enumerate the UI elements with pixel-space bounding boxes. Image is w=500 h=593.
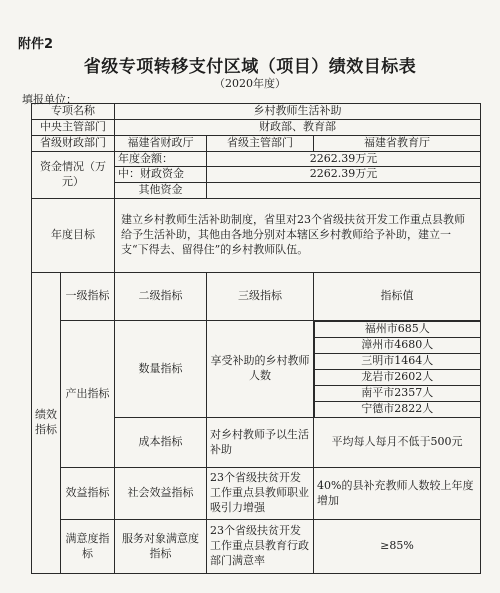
annual-goal-text: 建立乡村教师生活补助制度，省里对23个省级扶贫开发工作重点县教师给予生活补助，其他由各地分别对本辖区乡村教师给予补助，建立一支“下得去、留得住”的乡村教师队伍。	[115, 199, 481, 273]
table-row	[32, 151, 481, 167]
prov-dept-label: 省级主管部门	[207, 135, 314, 151]
other-funds-value	[207, 183, 481, 199]
quantity-indicator-label: 数量指标	[115, 321, 207, 418]
central-dept-value: 财政部、教育部	[115, 119, 481, 135]
fiscal-funds-label: 中：财政资金	[115, 167, 207, 183]
project-name-value: 乡村教师生活补助	[115, 104, 481, 120]
social-benefit-value: 40%的县补充教师人数较上年度增加	[314, 468, 481, 520]
list-item: 漳州市4680人	[315, 338, 481, 354]
cost-indicator-value: 平均每人每月不低于500元	[314, 418, 481, 468]
output-indicator-label: 产出指标	[61, 321, 115, 468]
quantity-values-cell	[314, 321, 481, 418]
annual-goal-label: 年度目标	[32, 199, 115, 273]
table-row	[32, 104, 481, 120]
table-row	[32, 199, 481, 273]
attachment-label: 附件2	[18, 37, 54, 52]
performance-indicators-label: 绩效指标	[32, 273, 61, 574]
quantity-values-list	[314, 321, 481, 417]
fiscal-funds-value: 2262.39万元	[207, 167, 481, 183]
level2-header: 二级指标	[115, 273, 207, 321]
service-satisfaction-label: 服务对象满意度指标	[115, 520, 207, 574]
list-item: 福州市685人	[315, 322, 481, 338]
prov-finance-value: 福建省财政厅	[115, 135, 207, 151]
list-item: 宁德市2822人	[315, 402, 481, 418]
table-row	[32, 520, 481, 574]
table-row	[32, 468, 481, 520]
document-title: 省级专项转移支付区域（项目）绩效目标表	[83, 57, 417, 77]
year-label: （2020年度）	[214, 77, 286, 90]
prov-finance-label: 省级财政部门	[32, 135, 115, 151]
funds-label: 资金情况（万元）	[32, 151, 115, 199]
level3-header: 三级指标	[207, 273, 314, 321]
satisfaction-indicator-label: 满意度指标	[61, 520, 115, 574]
quantity-indicator-desc: 享受补助的乡村教师人数	[207, 321, 314, 418]
cost-indicator-desc: 对乡村教师予以生活补助	[207, 418, 314, 468]
other-funds-label: 其他资金	[115, 183, 207, 199]
social-benefit-desc: 23个省级扶贫开发工作重点县教师职业吸引力增强	[207, 468, 314, 520]
benefit-indicator-label: 效益指标	[61, 468, 115, 520]
project-name-label: 专项名称	[32, 104, 115, 120]
list-item: 南平市2357人	[315, 386, 481, 402]
cost-indicator-label: 成本指标	[115, 418, 207, 468]
table-row	[32, 135, 481, 151]
list-item: 三明市1464人	[315, 354, 481, 370]
table-row	[32, 321, 481, 418]
service-satisfaction-desc: 23个省级扶贫开发工作重点县教育行政部门满意率	[207, 520, 314, 574]
prov-dept-value: 福建省教育厅	[314, 135, 481, 151]
service-satisfaction-value: ≥85%	[314, 520, 481, 574]
social-benefit-label: 社会效益指标	[115, 468, 207, 520]
table-row	[32, 119, 481, 135]
performance-table	[31, 103, 481, 574]
table-row	[32, 273, 481, 321]
central-dept-label: 中央主管部门	[32, 119, 115, 135]
filling-unit-label: 填报单位：	[22, 93, 77, 106]
level1-header: 一级指标	[61, 273, 115, 321]
list-item: 龙岩市2602人	[315, 370, 481, 386]
value-header: 指标值	[314, 273, 481, 321]
annual-amount-label: 年度金额：	[115, 151, 207, 167]
annual-amount-value: 2262.39万元	[207, 151, 481, 167]
